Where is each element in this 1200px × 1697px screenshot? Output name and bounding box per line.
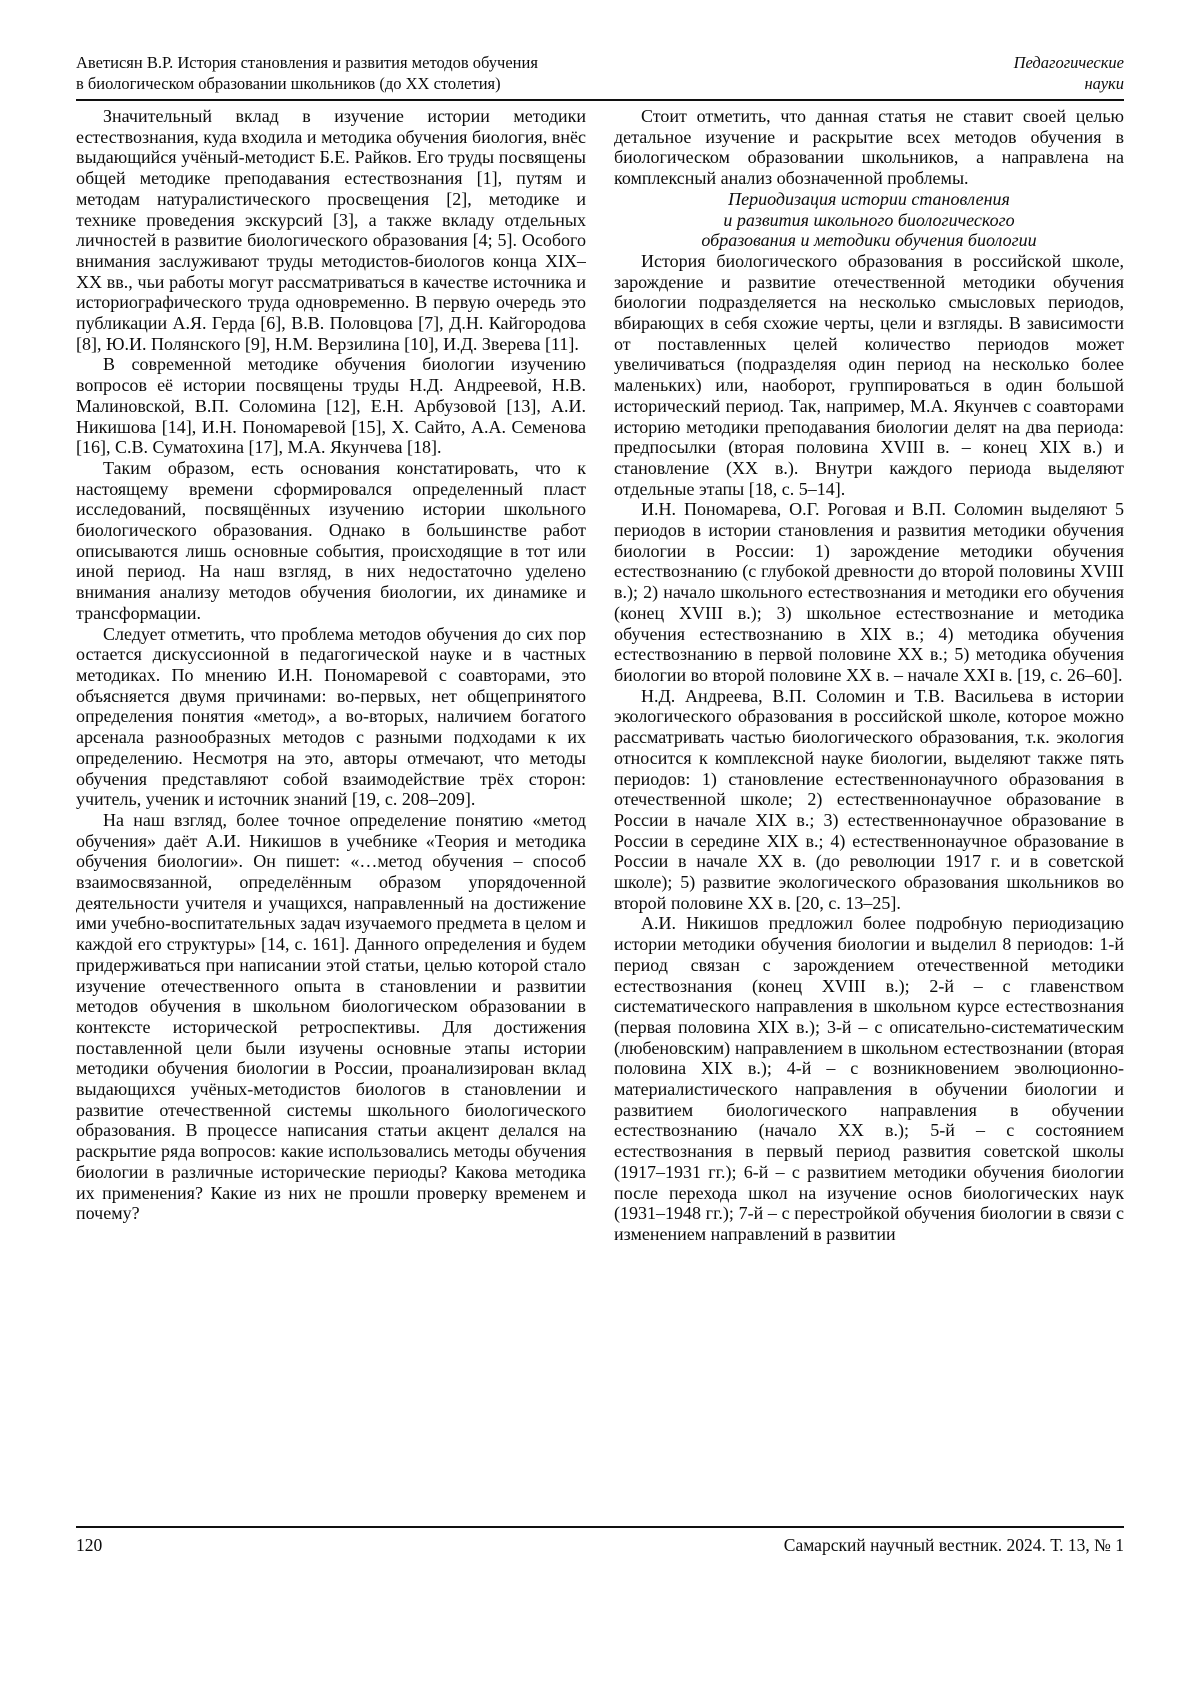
running-title: [76, 52, 538, 94]
paragraph: Следует отметить, что проблема методов обучения до сих пор остается дискуссионной в педагогической науке и в частных методиках. По мнению И.Н. Пономаревой с соавторами, это объясняется двумя причинами: во-первых, нет общепринятого определения понятия «метод», а во-вторых, наличием богатого арсенала разнообразных методов с разными подходами к их определению. Несмотря на это, авторы отмечают, что методы обучения представляют собой взаимодействие трёх сторон: учитель, ученик и источник знаний [19, с. 208–209].: [76, 623, 586, 810]
journal-citation: Самарский научный вестник. 2024. Т. 13, № 1: [783, 1535, 1124, 1555]
page-footer: [76, 1526, 1124, 1556]
paragraph: Стоит отметить, что данная статья не ставит своей целью детальное изучение и раскрытие всех методов обучения в биологическом образовании школьников, а направлена на комплексный анализ обозначенной проблемы.: [614, 106, 1124, 189]
journal-section-line2: науки: [1084, 74, 1124, 93]
paragraph: И.Н. Пономарева, О.Г. Роговая и В.П. Соломин выделяют 5 периодов в истории становления и развития методики обучения биологии в России: 1) зарождение методики обучения естествознанию (с глубокой древности до второй половины XVIII в.); 2) начало школьного естествознания и методики его обучения (конец XVIII в.); 3) школьное естествознание и методика обучения естествознанию в XIX в.; 4) методика обучения естествознанию в первой половине XX в.; 5) методика обучения биологии во второй половине XX в. – начале XXI в. [19, с. 26–60].: [614, 499, 1124, 685]
paragraph: Значительный вклад в изучение истории методики естествознания, куда входила и методика обучения биология, внёс выдающийся учёный-методист Б.Е. Райков. Его труды посвящены общей методике преподавания естествознания [1], путям и методам натуралистического просвещения [2], методике и технике проведения экскурсий [3], а также вкладу отдельных личностей в развитие биологического образования [4; 5]. Особого внимания заслуживают труды методистов-биологов конца XIX–XX вв., чьи работы могут рассматриваться в качестве источника и историографического труда одновременно. В первую очередь это публикации А.Я. Герда [6], В.В. Половцова [7], Д.Н. Кайгородова [8], Ю.И. Полянского [9], Н.М. Верзилина [10], И.Д. Зверева [11].: [76, 106, 586, 354]
section-heading: Периодизация истории становления и развития школьного биологического образования и методики обучения биологии: [701, 188, 1037, 251]
page-number: 120: [76, 1535, 103, 1555]
left-column: [76, 106, 586, 1520]
running-title-line2: в биологическом образовании школьников (до XX столетия): [76, 74, 501, 93]
running-title-line1: Аветисян В.Р. История становления и развития методов обучения: [76, 53, 538, 72]
paragraph: История биологического образования в российской школе, зарождение и развитие отечественной методики обучения биологии подразделяется на несколько смысловых периодов, вбирающих в себя схожие черты, цели и взгляды. В зависимости от поставленных целей количество периодов может увеличиваться (подразделяя один период на несколько более маленьких) или, наоборот, группироваться в один большой исторический период. Так, например, М.А. Якунчев с соавторами историю методики преподавания биологии делят на два периода: предпосылки (вторая половина XVIII в. – конец XIX в.) и становление (XX в.). Внутри каждого периода выделяют отдельные этапы [18, с. 5–14].: [614, 250, 1124, 499]
paragraph: Таким образом, есть основания констатировать, что к настоящему времени сформировался определенный пласт исследований, посвящённых изучению истории школьного биологического образования. Однако в большинстве работ описываются лишь основные события, происходящие в тот или иной период. На наш взгляд, в них недостаточно уделено внимания анализу методов обучения биологии, их динамике и трансформации.: [76, 457, 586, 623]
paragraph: На наш взгляд, более точное определение понятию «метод обучения» даёт А.И. Никишов в учебнике «Теория и методика обучения биологии». Он пишет: «…метод обучения – способ взаимосвязанной, определённым образом упорядоченной деятельности учителя и учащихся, направленный на достижение ими учебно-воспитательных задач изучаемого предмета в целом и каждой его структуры» [14, с. 161]. Данного определения и будем придерживаться при написании этой статьи, целью которой стало изучение отечественного опыта в становлении и развитии методов обучения в школьном биологическом образовании в контексте исторической ретроспективы. Для достижения поставленной цели были изучены основные этапы истории методики обучения биологии в России, проанализирован вклад выдающихся учёных-методистов биологов в становлении и развитие отечественной системы школьного биологического образования. В процессе написания статьи акцент делался на раскрытие ряда вопросов: какие использовались методы обучения биологии в различные исторические периоды? Какова методика их применения? Какие из них не прошли проверку временем и почему?: [76, 809, 586, 1224]
running-header: [76, 52, 1124, 101]
right-column: [614, 106, 1124, 1520]
paragraph: Н.Д. Андреева, В.П. Соломин и Т.В. Васильева в истории экологического образования в российской школе, которое можно рассматривать частью биологического образования, т.к. экология относится к комплексной науке биологии, выделяют также пять периодов: 1) становление естественнонаучного образования в отечественной школе; 2) естественнонаучное образование в России в начале XIX в.; 3) естественнонаучное образование в России в середине XIX в.; 4) естественнонаучное образование в России в начале XX в. (до революции 1917 г. и в советской школе); 5) развитие экологического образования школьников во второй половине XX в. [20, с. 13–25].: [614, 685, 1124, 913]
paragraph: В современной методике обучения биологии изучению вопросов её истории посвящены труды Н.Д. Андреевой, Н.В. Малиновской, В.П. Соломина [12], Е.Н. Арбузовой [13], А.И. Никишова [14], И.Н. Пономаревой [15], Х. Сайто, А.А. Семенова [16], С.В. Суматохина [17], М.А. Якунчева [18].: [76, 354, 586, 458]
journal-section-label: [1014, 52, 1124, 94]
journal-section-line1: Педагогические: [1013, 53, 1124, 72]
article-body: [76, 106, 1124, 1520]
paragraph: А.И. Никишов предложил более подробную периодизацию истории методики обучения биологии и выделил 8 периодов: 1-й период связан с зарождением отечественной методики естествознания (конец XVIII в.); 2-й – с главенством систематического направления в школьном курсе естествознания (первая половина XIX в.); 3-й – с описательно-систематическим (любеновским) направлением в школьном естествознании (вторая половина XIX в.); 4-й – с возникновением эволюционно-материалистического направления в обучении биологии и развитием биологического направления в обучении естествознанию (начало XX в.); 5-й – с состоянием естествознания в первый период развития советской школы (1917–1931 гг.); 6-й – с развитием методики обучения биологии после перехода школ на изучение основ биологических наук (1931–1948 гг.); 7-й – с перестройкой обучения биологии в связи с изменением направлений в развитии: [614, 913, 1124, 1244]
